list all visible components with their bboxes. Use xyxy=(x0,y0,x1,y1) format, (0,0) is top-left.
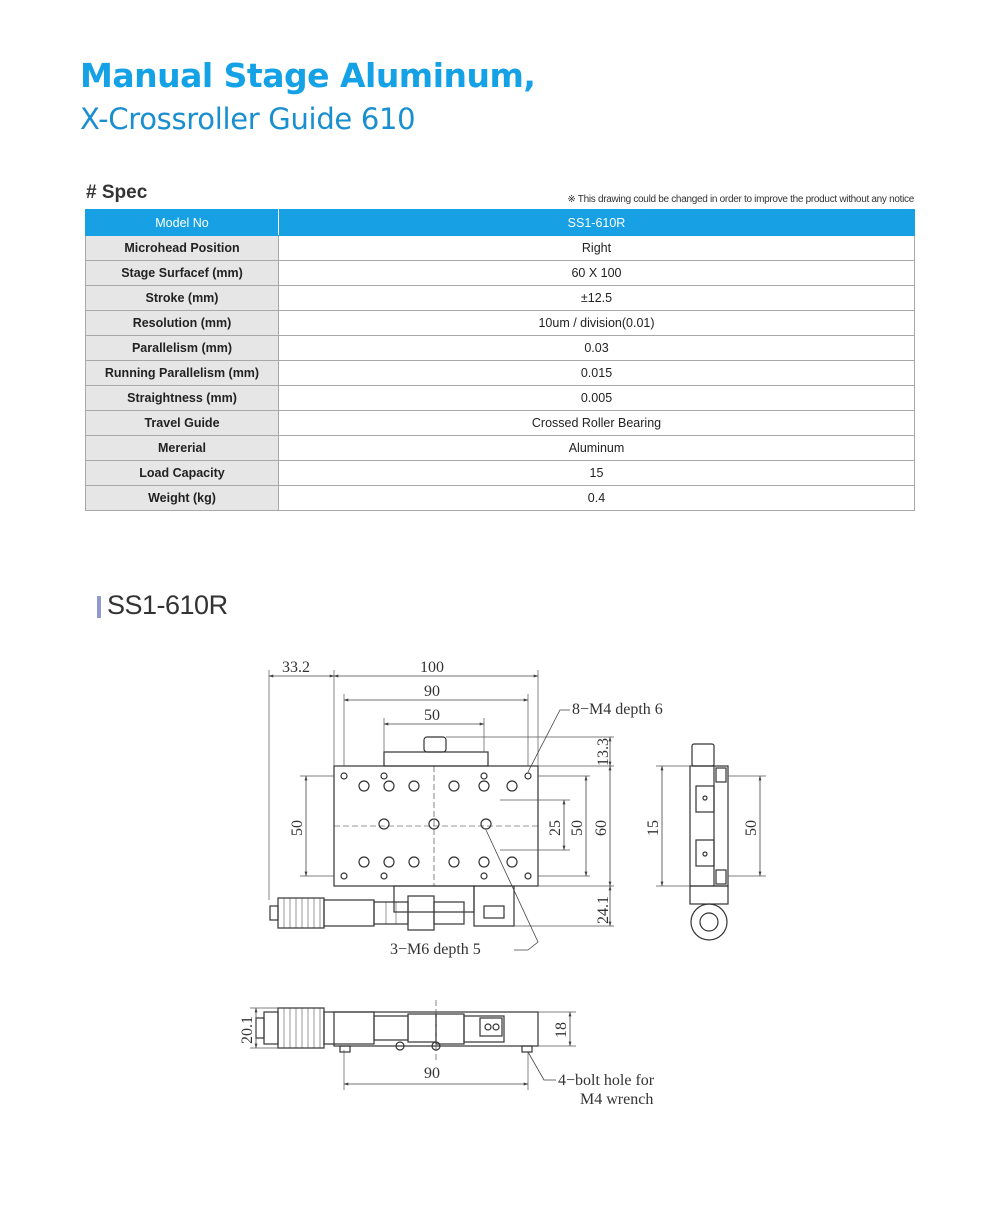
spec-table xyxy=(85,209,915,511)
dim-25: 25 xyxy=(547,820,564,836)
dim-90-bottom: 90 xyxy=(424,1065,440,1082)
spec-value: 0.4 xyxy=(279,486,915,511)
dim-13-3: 13.3 xyxy=(595,738,612,766)
spec-value: Aluminum xyxy=(279,436,915,461)
spec-value: 10um / division(0.01) xyxy=(279,311,915,336)
dim-100: 100 xyxy=(420,659,444,676)
micrometer-end-view xyxy=(691,904,727,940)
dim-90-top: 90 xyxy=(424,683,440,700)
spec-row xyxy=(86,286,915,311)
dim-50-right: 50 xyxy=(569,820,586,836)
spec-value: 15 xyxy=(279,461,915,486)
dim-60: 60 xyxy=(593,820,610,836)
technical-drawing xyxy=(0,640,1000,1120)
spec-heading: # Spec xyxy=(86,182,148,203)
spec-label: Stage Surfacef (mm) xyxy=(86,261,279,286)
spec-row xyxy=(86,361,915,386)
spec-row xyxy=(86,411,915,436)
section-marker xyxy=(97,596,101,618)
model-label: Model No xyxy=(86,210,279,236)
spec-label: Resolution (mm) xyxy=(86,311,279,336)
spec-notice: ※ This drawing could be changed in order to improve the product without any notice xyxy=(567,194,914,205)
micrometer-knob-front xyxy=(278,1008,324,1048)
spec-row xyxy=(86,311,915,336)
spec-row xyxy=(86,236,915,261)
stage-side-view xyxy=(690,766,728,886)
spec-row xyxy=(86,336,915,361)
note-m4-holes: 8−M4 depth 6 xyxy=(572,701,663,718)
page-title: Manual Stage Aluminum, xyxy=(80,56,536,95)
page-subtitle: X-Crossroller Guide 610 xyxy=(80,102,416,136)
spec-label: Mererial xyxy=(86,436,279,461)
spec-label: Microhead Position xyxy=(86,236,279,261)
spec-row xyxy=(86,436,915,461)
spec-value: 0.005 xyxy=(279,386,915,411)
spec-label: Weight (kg) xyxy=(86,486,279,511)
dim-15-side: 15 xyxy=(645,820,662,836)
spec-value: 60 X 100 xyxy=(279,261,915,286)
dim-18: 18 xyxy=(553,1022,570,1038)
spec-row xyxy=(86,461,915,486)
dim-24-1: 24.1 xyxy=(595,896,612,924)
dim-20-1: 20.1 xyxy=(239,1016,256,1044)
note-bolt-hole-line1: 4−bolt hole for xyxy=(558,1072,655,1089)
micrometer-knob xyxy=(278,898,324,928)
spec-value: 0.015 xyxy=(279,361,915,386)
spec-value: ±12.5 xyxy=(279,286,915,311)
section-title: SS1-610R xyxy=(107,590,228,620)
spec-value: 0.03 xyxy=(279,336,915,361)
spec-label: Travel Guide xyxy=(86,411,279,436)
spec-label: Parallelism (mm) xyxy=(86,336,279,361)
dim-33-2: 33.2 xyxy=(282,659,310,676)
spec-label: Straightness (mm) xyxy=(86,386,279,411)
dim-50-side: 50 xyxy=(743,820,760,836)
spec-value: Right xyxy=(279,236,915,261)
spec-value: Crossed Roller Bearing xyxy=(279,411,915,436)
dim-50-left: 50 xyxy=(289,820,306,836)
dim-50-top: 50 xyxy=(424,707,440,724)
spec-label: Stroke (mm) xyxy=(86,286,279,311)
spec-label: Load Capacity xyxy=(86,461,279,486)
spec-row xyxy=(86,261,915,286)
note-bolt-hole-line2: M4 wrench xyxy=(580,1091,654,1108)
spec-label: Running Parallelism (mm) xyxy=(86,361,279,386)
spec-header-row xyxy=(86,210,915,236)
model-value: SS1-610R xyxy=(279,210,915,236)
note-m6-holes: 3−M6 depth 5 xyxy=(390,941,481,958)
spec-row xyxy=(86,486,915,511)
spec-row xyxy=(86,386,915,411)
